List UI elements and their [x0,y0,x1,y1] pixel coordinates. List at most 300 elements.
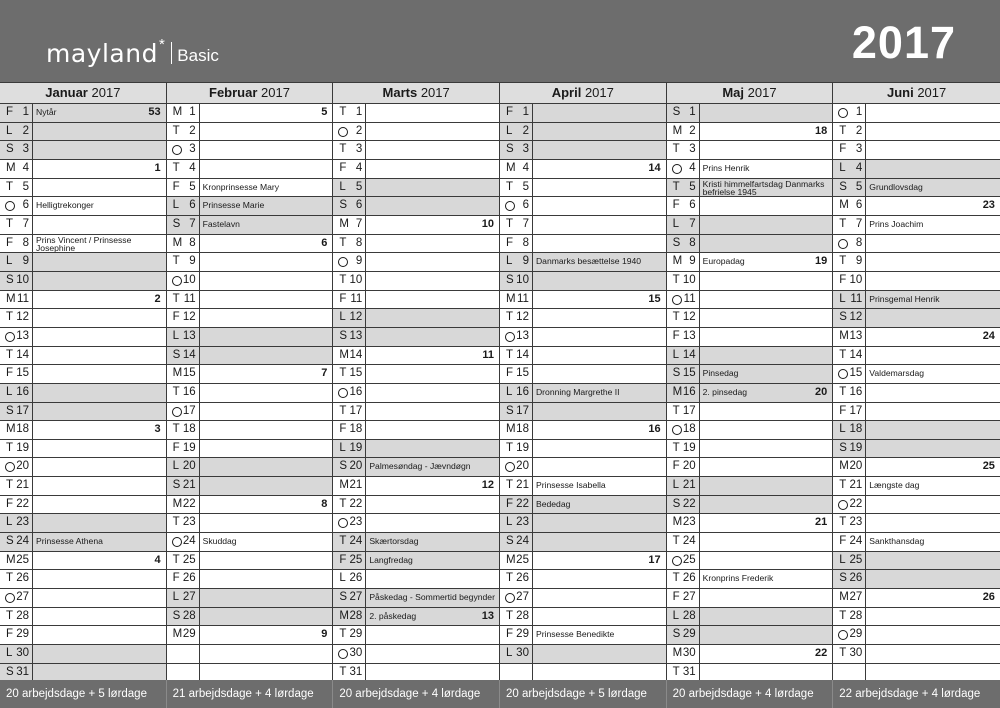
weekday-letter: L [505,124,513,137]
weekday-letter: L [339,180,346,193]
day-row [500,197,666,216]
day-cell [167,626,200,644]
event-text [33,160,166,178]
wednesday-circle-icon [5,201,15,211]
weekday-letter: F [505,497,513,510]
day-number: 23 [16,516,29,529]
day-row [833,141,1000,160]
day-cell [333,458,366,476]
day-row [667,440,833,459]
event-text [700,514,833,532]
day-row [333,645,499,664]
wednesday-circle-icon [338,518,348,528]
day-number: 13 [516,329,529,342]
weekday-letter: S [505,143,514,156]
day-number: 9 [522,255,529,268]
event-text: Pinsedag [700,365,833,383]
weekday-letter: T [839,609,847,622]
weekday-letter: M [339,217,349,230]
event-text [866,141,1000,159]
day-number: 7 [189,217,196,230]
day-number: 6 [522,199,529,212]
day-number: 23 [349,516,363,529]
event-text [866,514,1000,532]
event-text [866,347,1000,365]
day-row [167,253,333,272]
event-text [700,552,833,570]
event-text [700,104,833,122]
day-cell [0,235,33,253]
day-row [0,160,166,179]
day-cell [500,328,533,346]
month-header [0,83,166,104]
day-row [333,608,499,627]
day-cell [167,645,200,663]
day-cell [0,645,33,663]
day-cell [667,664,700,682]
day-row [167,477,333,496]
day-cell [0,608,33,626]
day-number: 15 [182,367,196,380]
day-number: 1 [22,106,29,118]
day-row [167,533,333,552]
day-cell [833,104,866,122]
day-row [167,384,333,403]
weekday-letter: T [6,441,14,454]
day-cell [333,570,366,588]
day-number: 28 [16,609,29,622]
event-text [866,570,1000,588]
weekday-letter: F [172,311,180,324]
day-row [167,104,333,123]
day-row [333,533,499,552]
day-cell [667,403,700,421]
day-row [833,552,1000,571]
weekday-letter: S [505,535,514,548]
day-number: 24 [849,535,863,548]
day-row [500,179,666,198]
day-number: 14 [182,348,196,361]
day-row [833,253,1000,272]
day-cell [500,253,533,271]
day-cell [167,272,200,290]
event-text: Palmesøndag - Jævndøgn [366,458,499,476]
weekday-letter: M [505,292,516,305]
event-text [33,365,166,383]
event-text [33,384,166,402]
day-row [0,235,166,254]
day-cell [0,197,33,215]
event-text [366,477,499,495]
event-text [33,123,166,141]
wednesday-circle-icon [172,407,182,417]
event-text [200,608,333,626]
weekday-letter: M [172,628,183,641]
weekday-letter: S [672,236,681,249]
week-number: 15 [648,292,661,305]
weekday-letter: L [6,124,13,137]
day-number: 26 [682,572,696,585]
event-text [33,589,166,607]
day-cell [667,309,700,327]
month-year: 2017 [747,85,777,100]
day-row [0,253,166,272]
day-number: 26 [349,572,363,585]
day-cell [167,216,200,234]
day-cell [333,496,366,514]
day-number: 9 [689,255,696,268]
day-number: 28 [182,609,196,622]
weekday-letter: T [172,161,180,174]
day-number: 4 [855,161,863,174]
weekday-letter: T [6,311,14,324]
day-number: 20 [516,460,529,473]
weekday-letter: S [6,665,14,678]
day-number: 10 [349,273,363,286]
day-row [833,272,1000,291]
day-row [833,216,1000,235]
wednesday-circle-icon [338,257,348,267]
weekday-letter: T [839,255,847,268]
event-text [366,104,499,122]
day-row [0,216,166,235]
day-cell [833,552,866,570]
day-number: 14 [349,348,363,361]
day-cell [167,477,200,495]
day-number: 4 [522,161,529,174]
day-number: 25 [682,553,696,566]
day-cell [0,253,33,271]
weekday-letter: F [339,161,347,174]
event-text [33,608,166,626]
day-row [500,589,666,608]
event-text [700,235,833,253]
day-cell [167,608,200,626]
day-cell [167,160,200,178]
day-cell [0,589,33,607]
day-number: 6 [22,199,29,212]
event-text [366,328,499,346]
day-row [667,496,833,515]
day-cell [333,309,366,327]
day-number: 4 [689,161,696,174]
weekday-letter: T [505,217,513,230]
weekday-letter: T [505,348,513,361]
day-number: 13 [349,329,363,342]
weekday-letter: F [339,423,347,436]
day-cell [667,328,700,346]
day-number: 12 [16,311,29,324]
day-row [333,216,499,235]
event-text [533,421,666,439]
day-number: 25 [849,553,863,566]
day-row [0,514,166,533]
day-number: 19 [682,441,696,454]
wednesday-circle-icon [338,649,348,659]
day-row [667,197,833,216]
event-text [700,421,833,439]
day-row [500,477,666,496]
day-cell [333,514,366,532]
event-text [200,235,333,253]
day-number: 2 [522,124,529,137]
event-text [200,514,333,532]
day-number: 29 [349,628,363,641]
weekday-letter: L [172,199,180,212]
day-cell [667,179,700,197]
day-row [667,626,833,645]
day-row [333,235,499,254]
day-number: 13 [16,329,29,342]
day-row [500,328,666,347]
month-column [0,83,167,680]
day-row [0,328,166,347]
event-text [533,589,666,607]
weekday-letter: T [505,479,513,492]
event-text [200,347,333,365]
weekday-letter: T [339,236,347,249]
day-number: 7 [355,217,363,230]
weekday-letter: L [339,572,346,585]
wednesday-circle-icon [5,462,15,472]
weekday-letter: M [672,124,683,137]
week-number: 8 [321,497,328,510]
event-text: Valdemarsdag [869,368,925,379]
day-row [667,328,833,347]
week-number: 14 [648,161,661,174]
event-text [533,235,666,253]
day-number: 21 [349,479,363,492]
day-row [167,365,333,384]
weekday-letter: T [672,180,680,193]
day-number: 5 [22,180,29,193]
month-header [500,83,666,104]
week-number: 26 [982,591,995,604]
day-cell [833,291,866,309]
day-cell [833,197,866,215]
event-text [700,608,833,626]
day-cell [667,365,700,383]
event-text [533,645,666,663]
day-row [500,160,666,179]
day-cell [667,141,700,159]
wednesday-circle-icon [5,593,15,603]
day-cell [500,235,533,253]
day-row [833,309,1000,328]
event-text [533,664,666,682]
event-text: Påskedag - Sommertid begynder [366,589,499,607]
event-text: Nytår [33,104,166,122]
wednesday-circle-icon [838,369,848,379]
weekday-letter: M [505,161,516,174]
month-footer-summary: 22 arbejdsdage + 4 lørdage [839,688,981,700]
day-row [667,291,833,310]
weekday-letter: L [672,217,680,230]
day-cell [333,141,366,159]
weekday-letter: T [839,647,847,660]
event-text: Sankthansdag [869,536,925,547]
month-footer-summary: 20 arbejdsdage + 5 lørdage [500,680,667,708]
day-row [667,123,833,142]
day-cell [500,347,533,365]
day-cell [500,589,533,607]
weekday-letter: T [672,441,680,454]
day-cell [833,496,866,514]
wednesday-circle-icon [505,462,515,472]
day-cell [167,570,200,588]
day-row [167,235,333,254]
day-number: 10 [16,273,29,286]
weekday-letter: T [339,535,347,548]
day-row [333,403,499,422]
weekday-letter: M [505,553,516,566]
weekday-letter: T [6,479,14,492]
day-cell [833,645,866,663]
event-text [33,291,166,309]
day-row [833,104,1000,123]
day-row [0,384,166,403]
event-text: Prinsesse Benedikte [535,629,615,640]
day-row [667,347,833,366]
day-cell [333,160,366,178]
event-text [866,272,1000,290]
weekday-letter: T [172,423,180,436]
weekday-letter: L [672,609,680,622]
day-number: 5 [689,180,696,193]
event-text [200,626,333,644]
day-number: 20 [182,460,196,473]
day-cell [333,533,366,551]
month-header [167,83,333,104]
day-cell [333,440,366,458]
weekday-letter: T [505,311,513,324]
day-row [833,626,1000,645]
weekday-letter: F [339,292,347,305]
month-name: Februar [209,85,258,100]
week-number: 18 [815,124,828,137]
weekday-letter: L [6,516,13,529]
day-row [667,421,833,440]
month-footer-summary: 20 arbejdsdage + 4 lørdage [667,680,834,708]
weekday-letter: S [672,106,681,118]
weekday-letter: M [339,348,349,361]
day-cell [0,570,33,588]
event-text [366,514,499,532]
day-row [333,570,499,589]
day-number: 12 [182,311,196,324]
event-text [533,347,666,365]
day-row [167,421,333,440]
weekday-letter: M [839,329,849,342]
weekday-letter: S [505,404,514,417]
event-text [866,626,1000,644]
day-cell [667,477,700,495]
wednesday-circle-icon [838,108,848,118]
weekday-letter: L [6,647,13,660]
event-text: Prins Joachim [869,218,924,229]
weekday-letter: L [839,292,846,305]
day-number: 10 [182,273,196,286]
week-number: 4 [154,553,161,566]
day-cell [333,235,366,253]
event-text [366,664,499,682]
day-number: 2 [22,124,29,137]
day-number: 1 [855,106,863,118]
day-cell [500,141,533,159]
day-row [167,272,333,291]
day-row [167,570,333,589]
day-row [0,533,166,552]
day-number: 29 [16,628,29,641]
event-text: Prinsgemal Henrik [866,291,1000,309]
event-text [700,328,833,346]
day-cell [667,589,700,607]
week-number: 24 [982,329,995,342]
day-cell [667,533,700,551]
day-row [500,552,666,571]
day-cell [167,533,200,551]
day-row [333,347,499,366]
week-number: 13 [481,609,494,622]
day-cell [0,141,33,159]
day-number: 1 [355,106,363,118]
weekday-letter: M [172,367,183,380]
event-text [366,197,499,215]
day-number: 13 [182,329,196,342]
event-text [533,365,666,383]
day-cell [333,403,366,421]
event-text [533,160,666,178]
day-cell [167,552,200,570]
day-number: 2 [689,124,696,137]
day-cell [167,365,200,383]
logo-subtitle: Basic [177,46,219,65]
day-row [667,253,833,272]
day-cell [833,533,866,551]
day-number: 10 [516,273,529,286]
event-text [700,458,833,476]
day-number: 24 [349,535,363,548]
day-row [167,645,333,664]
day-number: 10 [682,273,696,286]
event-text [533,197,666,215]
wednesday-circle-icon [5,332,15,342]
event-text [866,384,1000,402]
event-text [366,570,499,588]
week-number: 2 [154,292,161,305]
weekday-letter: F [672,329,680,342]
week-number: 25 [982,460,995,473]
event-text [700,664,833,682]
weekday-letter: L [339,311,346,324]
day-number: 28 [516,609,529,622]
day-row [833,496,1000,515]
weekday-letter: M [339,479,349,492]
weekday-letter: L [505,516,513,529]
weekday-letter: F [505,628,513,641]
day-number: 5 [855,180,863,193]
weekday-letter: T [6,609,14,622]
weekday-letter: S [6,404,14,417]
event-text [200,552,333,570]
weekday-letter: T [172,292,180,305]
event-text [33,664,166,682]
month-name: Maj [722,85,745,100]
event-text: Længste dag [869,480,920,491]
event-text [33,179,166,197]
day-number: 18 [182,423,196,436]
weekday-letter: T [672,143,680,156]
